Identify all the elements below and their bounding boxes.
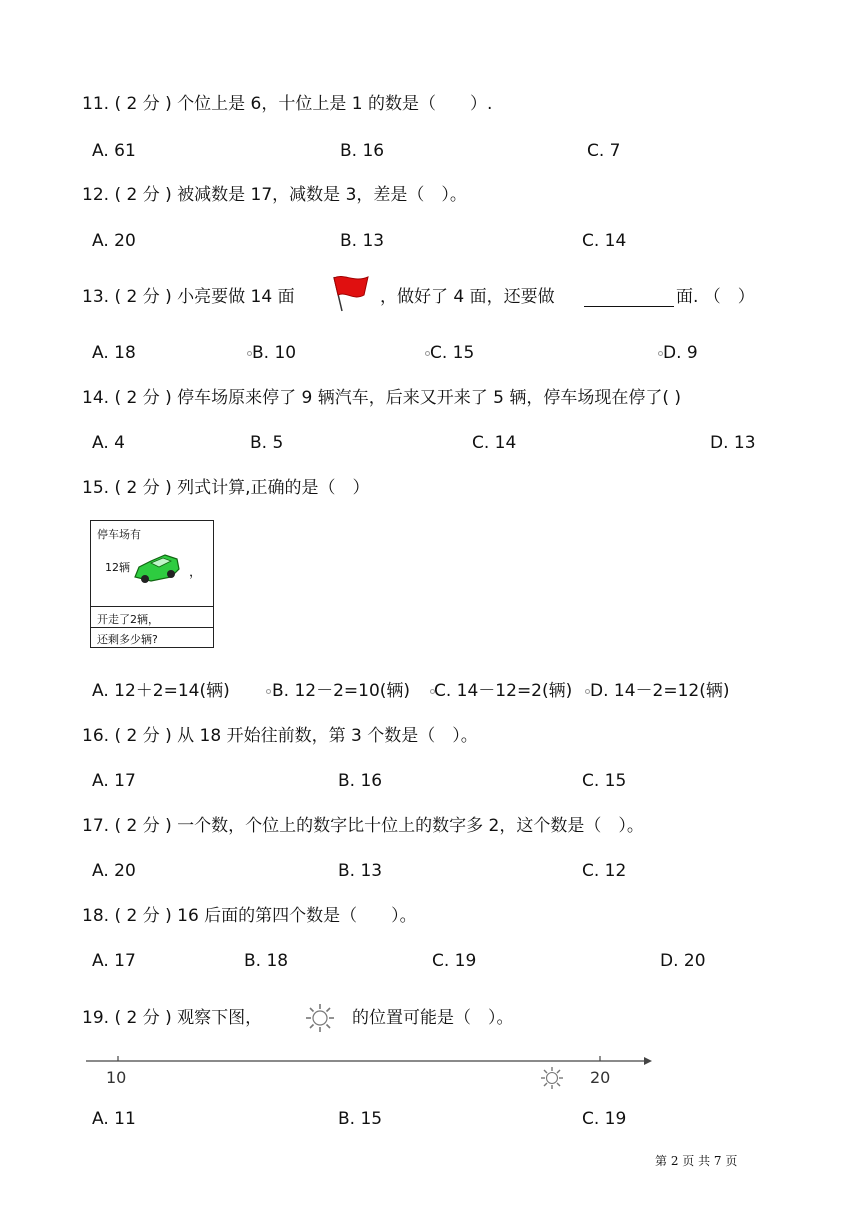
q16-option-c[interactable]: C. 15 [582,771,627,791]
picture-middle-cell [91,607,213,628]
question-17-stem: 17. ( 2 分 ) 一个数，个位上的数字比十位上的数字多 2，这个数是（ ）。 [82,816,644,836]
q14-option-d[interactable]: D. 13 [710,433,756,453]
picture-line-4: 还剩多少辆? [97,633,158,646]
q15-option-b[interactable]: B. 12－2=10(辆) [272,681,411,701]
q19-option-c[interactable]: C. 19 [582,1109,627,1129]
q15-option-a[interactable]: A. 12＋2=14(辆) [92,681,230,701]
question-13-stem-b: ，做好了 4 面，还要做 [380,287,555,307]
question-19-stem-b: 的位置可能是（ ）。 [352,1008,514,1028]
q13-option-a[interactable]: A. 18 [92,343,136,363]
q14-option-b[interactable]: B. 5 [250,433,284,453]
q12-option-a[interactable]: A. 20 [92,231,136,251]
q19-option-a[interactable]: A. 11 [92,1109,136,1129]
number-line [86,1052,656,1092]
question-13-stem-c: 面. （ ） [676,287,755,307]
number-line-label-right: 20 [590,1068,611,1087]
q18-option-a[interactable]: A. 17 [92,951,136,971]
picture-line-3: 开走了2辆， [97,613,159,626]
q13-option-b[interactable]: B. 10 [252,343,297,363]
q17-option-a[interactable]: A. 20 [92,861,136,881]
q11-option-a[interactable]: A. 61 [92,141,136,161]
q14-option-a[interactable]: A. 4 [92,433,125,453]
answer-blank[interactable] [584,288,674,307]
q12-option-c[interactable]: C. 14 [582,231,627,251]
page-footer: 第 2 页 共 7 页 [655,1154,738,1168]
green-car-icon [131,547,183,587]
q15-option-d[interactable]: D. 14－2=12(辆) [590,681,730,701]
question-16-stem: 16. ( 2 分 ) 从 18 开始往前数，第 3 个数是（ ）。 [82,726,478,746]
number-line-label-left: 10 [106,1068,127,1087]
red-flag-icon [328,273,374,313]
q17-option-c[interactable]: C. 12 [582,861,627,881]
question-14-stem: 14. ( 2 分 ) 停车场原来停了 9 辆汽车，后来又开来了 5 辆，停车场现在停了( ) [82,388,682,408]
q19-option-b[interactable]: B. 15 [338,1109,383,1129]
picture-comma: ， [189,565,203,580]
question-12-stem: 12. ( 2 分 ) 被减数是 17，减数是 3，差是（ ）。 [82,185,467,205]
picture-top-cell [91,521,213,607]
q16-option-a[interactable]: A. 17 [92,771,136,791]
q13-option-c[interactable]: C. 15 [430,343,475,363]
q15-option-c[interactable]: C. 14－12=2(辆) [434,681,573,701]
q17-option-b[interactable]: B. 13 [338,861,383,881]
sun-marker-icon [541,1067,563,1089]
q18-option-d[interactable]: D. 20 [660,951,706,971]
question-18-stem: 18. ( 2 分 ) 16 后面的第四个数是（ ）。 [82,906,417,926]
q12-option-b[interactable]: B. 13 [340,231,385,251]
q13-option-d[interactable]: D. 9 [663,343,698,363]
picture-bottom-cell [91,628,213,648]
picture-line-2: 12辆 [105,561,130,574]
parking-lot-picture [90,520,214,648]
option-dot [266,689,271,694]
question-11-stem: 11. ( 2 分 ) 个位上是 6，十位上是 1 的数是（ ）. [82,94,493,114]
q18-option-b[interactable]: B. 18 [244,951,289,971]
q11-option-c[interactable]: C. 7 [587,141,621,161]
question-15-stem: 15. ( 2 分 ) 列式计算,正确的是（ ） [82,478,370,498]
q16-option-b[interactable]: B. 16 [338,771,383,791]
q11-option-b[interactable]: B. 16 [340,141,385,161]
sun-icon [305,1003,335,1033]
question-19-stem-a: 19. ( 2 分 ) 观察下图， [82,1008,263,1028]
question-13-stem-a: 13. ( 2 分 ) 小亮要做 14 面 [82,287,295,307]
picture-line-1: 停车场有 [97,528,141,541]
q14-option-c[interactable]: C. 14 [472,433,517,453]
q18-option-c[interactable]: C. 19 [432,951,477,971]
